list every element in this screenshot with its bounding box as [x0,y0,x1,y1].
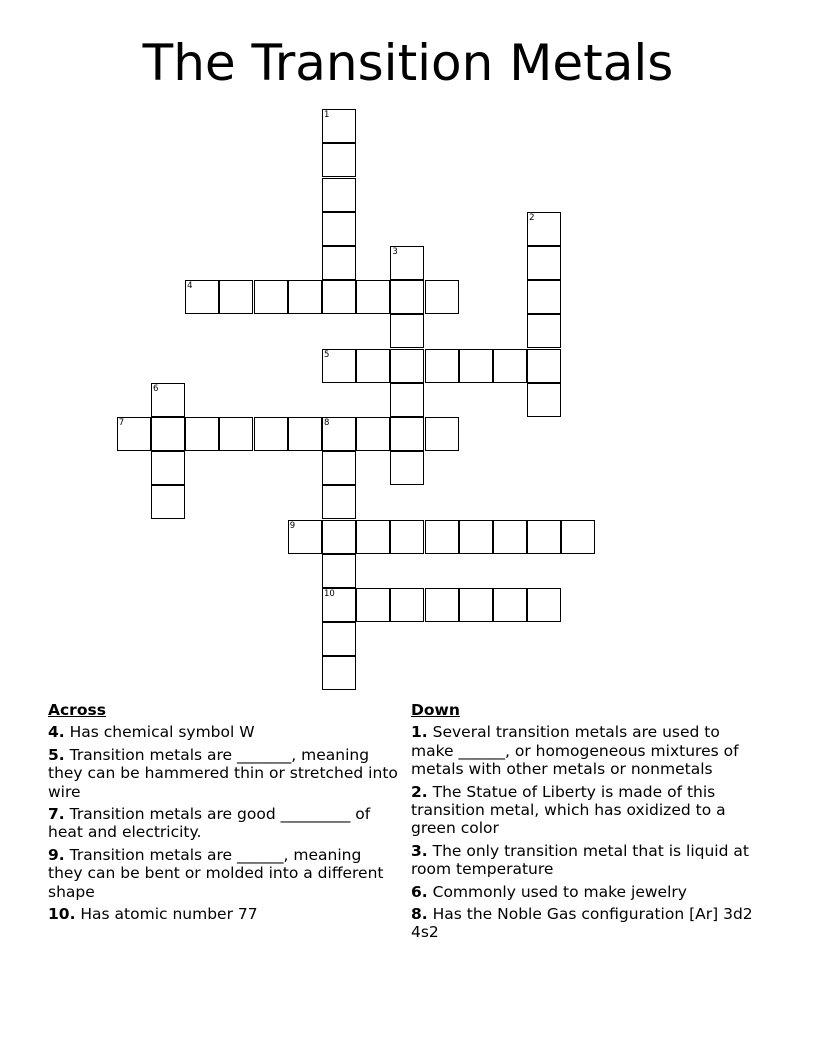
cell-number: 2 [529,212,535,223]
cell-number: 5 [323,349,330,360]
crossword-cell[interactable] [527,280,561,314]
crossword-cell[interactable] [219,417,253,451]
clue-down-3 [411,842,763,879]
clue-number: 3. [411,841,428,860]
cell-number: 9 [289,520,296,531]
cell-number: 7 [118,418,125,429]
crossword-cell[interactable] [527,246,561,280]
down-clues [411,701,763,946]
clue-down-8 [411,905,763,942]
crossword-cell[interactable] [356,520,390,554]
crossword-cell[interactable] [459,349,493,383]
clue-text: The only transition metal that is liquid at room temperature [411,841,749,879]
clue-across-5 [48,746,398,801]
crossword-cell[interactable] [561,520,595,554]
clue-text: Has the Noble Gas configuration [Ar] 3d2 4s2 [411,905,753,942]
across-heading: Across [48,701,106,719]
crossword-cell[interactable] [322,212,356,246]
crossword-cell[interactable] [322,656,356,690]
crossword-cell[interactable] [151,417,185,451]
crossword-cell[interactable] [322,178,356,212]
crossword-cell[interactable] [322,451,356,485]
clue-number: 7. [48,805,65,824]
crossword-cell[interactable] [322,109,356,143]
crossword-cell[interactable] [425,349,459,383]
crossword-cell[interactable] [390,451,424,485]
crossword-cell[interactable] [151,451,185,485]
crossword-cell[interactable] [185,280,219,314]
crossword-cell[interactable] [356,417,390,451]
clue-across-4 [48,723,398,741]
clue-number: 8. [411,905,428,924]
clue-number: 9. [48,845,65,864]
crossword-cell[interactable] [254,280,288,314]
crossword-cell[interactable] [254,417,288,451]
crossword-cell[interactable] [527,588,561,622]
clue-text: The Statue of Liberty is made of this transition metal, which has oxidized to a green color [411,782,726,838]
crossword-cell[interactable] [493,588,527,622]
crossword-cell[interactable] [288,280,322,314]
crossword-cell[interactable] [322,280,356,314]
crossword-cell[interactable] [459,520,493,554]
clue-down-1 [411,723,763,778]
crossword-cell[interactable] [322,622,356,656]
crossword-cell[interactable] [527,520,561,554]
crossword-cell[interactable] [185,417,219,451]
clue-number: 6. [411,882,428,901]
crossword-cell[interactable] [151,485,185,519]
clue-down-2 [411,783,763,838]
crossword-cell[interactable] [425,280,459,314]
down-heading: Down [411,701,460,719]
crossword-cell[interactable] [151,383,185,417]
clue-down-6 [411,883,763,901]
clue-number: 10. [48,905,76,924]
crossword-cell[interactable] [390,246,424,280]
crossword-cell[interactable] [356,588,390,622]
crossword-cell[interactable] [527,212,561,246]
crossword-cell[interactable] [356,280,390,314]
crossword-cell[interactable] [390,349,424,383]
crossword-cell[interactable] [390,314,424,348]
across-clues [48,701,398,927]
crossword-cell[interactable] [527,314,561,348]
crossword-cell[interactable] [493,349,527,383]
clue-text: Transition metals are _______, meaning they can be hammered thin or stretched into wire [48,745,398,801]
cell-number: 10 [323,589,335,600]
crossword-cell[interactable] [322,246,356,280]
crossword-cell[interactable] [527,383,561,417]
crossword-cell[interactable] [356,349,390,383]
clue-number: 1. [411,723,428,742]
clue-number: 2. [411,782,428,801]
crossword-cell[interactable] [322,520,356,554]
crossword-cell[interactable] [117,417,151,451]
crossword-cell[interactable] [288,417,322,451]
clue-text: Several transition metals are used to make ______, or homogeneous mixtures of metals with other metals or nonmetals [411,723,739,779]
crossword-cell[interactable] [390,383,424,417]
cell-number: 4 [187,281,193,292]
crossword-cell[interactable] [288,520,322,554]
clue-number: 5. [48,745,65,764]
crossword-cell[interactable] [322,349,356,383]
page-title: The Transition Metals [142,34,674,92]
crossword-cell[interactable] [390,417,424,451]
clue-number: 4. [48,723,65,742]
crossword-cell[interactable] [390,588,424,622]
cell-number: 1 [323,110,330,121]
clue-text: Transition metals are ______, meaning they can be bent or molded into a different shape [48,845,384,901]
cell-number: 6 [152,383,159,394]
clue-text: Transition metals are good _________ of heat and electricity. [48,805,371,842]
clue-text: Has chemical symbol W [69,723,255,742]
crossword-cell[interactable] [425,588,459,622]
crossword-cell[interactable] [322,143,356,177]
crossword-cell[interactable] [459,588,493,622]
clue-across-10 [48,905,398,923]
clue-across-9 [48,846,398,901]
clue-across-7 [48,805,398,842]
crossword-cell[interactable] [322,554,356,588]
crossword-cell[interactable] [425,417,459,451]
crossword-cell[interactable] [219,280,253,314]
cell-number: 3 [392,247,398,258]
clue-text: Has atomic number 77 [80,905,258,924]
clue-text: Commonly used to make jewelry [432,882,687,901]
crossword-cell[interactable] [527,349,561,383]
crossword-cell[interactable] [322,485,356,519]
crossword-cell[interactable] [322,588,356,622]
crossword-cell[interactable] [322,417,356,451]
crossword-cell[interactable] [390,280,424,314]
crossword-cell[interactable] [425,520,459,554]
cell-number: 8 [323,418,330,429]
crossword-cell[interactable] [390,520,424,554]
crossword-cell[interactable] [493,520,527,554]
